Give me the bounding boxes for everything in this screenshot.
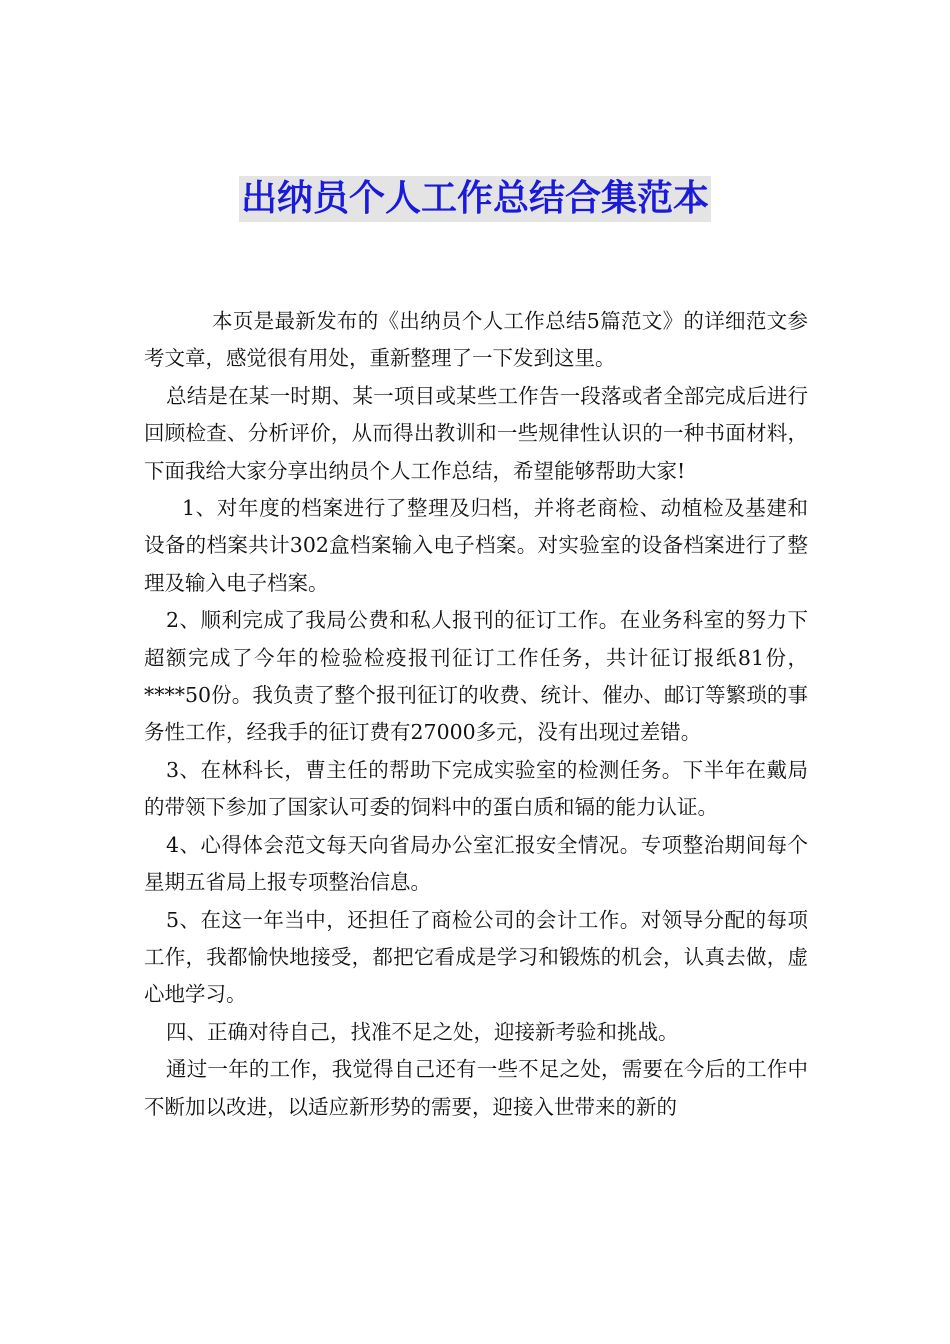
paragraph: 2、顺利完成了我局公费和私人报刊的征订工作。在业务科室的努力下超额完成了今年的检验检疫报刊征订工作任务，共计征订报纸81份，****50份。我负责了整个报刊征订的收费、统计、催办、邮订等繁琐的事务性工作，经我手的征订费有27000多元，没有出现过差错。 xyxy=(144,608,808,745)
document-body xyxy=(144,303,808,1126)
title-container xyxy=(0,176,950,222)
paragraph: 1、对年度的档案进行了整理及归档，并将老商检、动植检及基建和设备的档案共计302盒档案输入电子档案。对实验室的设备档案进行了整理及输入电子档案。 xyxy=(144,496,808,595)
document-title: 出纳员个人工作总结合集范本 xyxy=(239,176,711,222)
paragraph: 通过一年的工作，我觉得自己还有一些不足之处，需要在今后的工作中不断加以改进，以适应新形势的需要，迎接入世带来的新的 xyxy=(144,1057,808,1119)
paragraph: 4、心得体会范文每天向省局办公室汇报安全情况。专项整治期间每个星期五省局上报专项整治信息。 xyxy=(144,832,808,895)
paragraph: 3、在林科长，曹主任的帮助下完成实验室的检测任务。下半年在戴局的带领下参加了国家认可委的饲料中的蛋白质和镉的能力认证。 xyxy=(144,757,808,820)
paragraph: 本页是最新发布的《出纳员个人工作总结5篇范文》的详细范文参考文章，感觉很有用处，重新整理了一下发到这里。 xyxy=(144,309,808,371)
paragraph: 总结是在某一时期、某一项目或某些工作告一段落或者全部完成后进行回顾检查、分析评价，从而得出教训和一些规律性认识的一种书面材料，下面我给大家分享出纳员个人工作总结，希望能够帮助大家! xyxy=(144,383,808,483)
paragraph: 四、正确对待自己，找准不足之处，迎接新考验和挑战。 xyxy=(166,1019,679,1044)
paragraph: 5、在这一年当中，还担任了商检公司的会计工作。对领导分配的每项工作，我都愉快地接受，都把它看成是学习和锻炼的机会，认真去做，虚心地学习。 xyxy=(144,907,808,1007)
